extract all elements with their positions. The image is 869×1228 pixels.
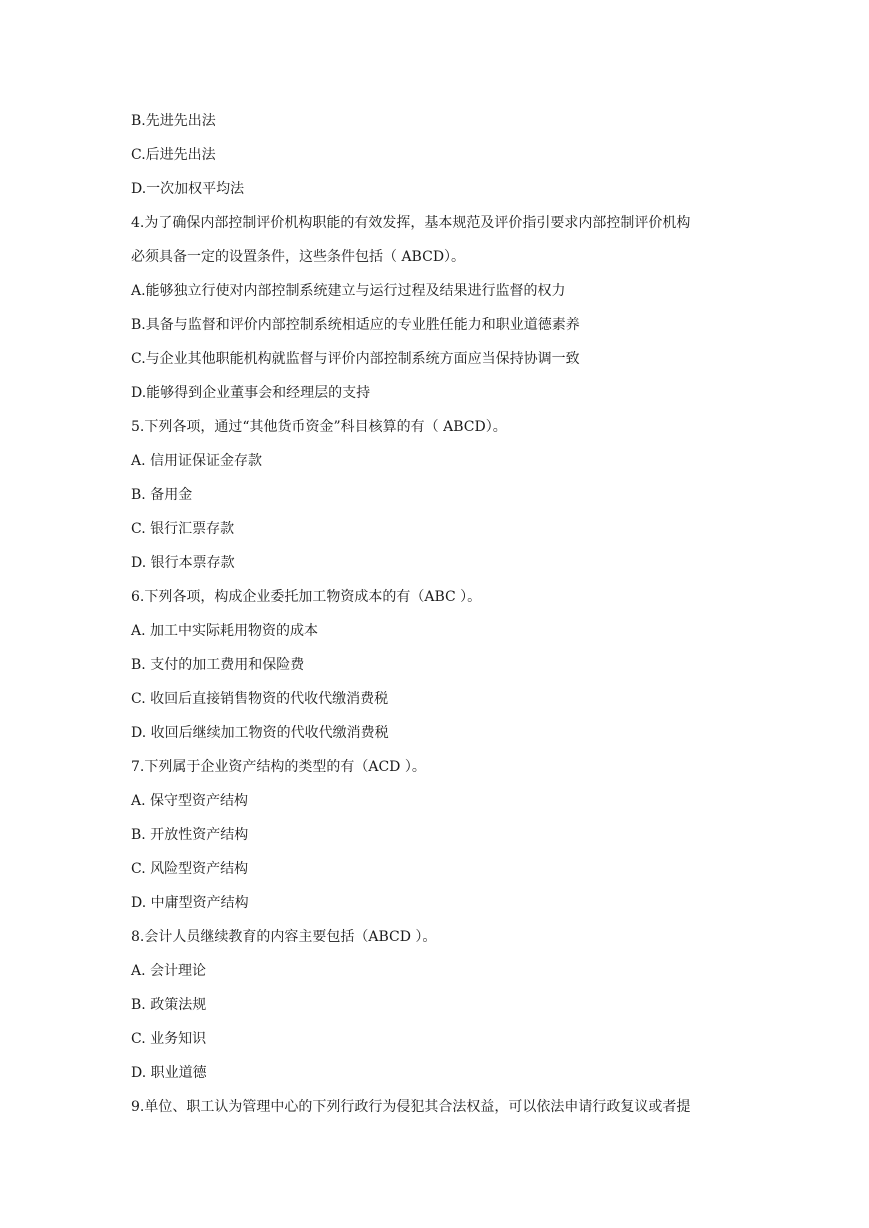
option-line: B. 支付的加工费用和保险费 xyxy=(131,657,305,673)
option-line: A. 会计理论 xyxy=(131,963,207,979)
question-line: 4.为了确保内部控制评价机构职能的有效发挥，基本规范及评价指引要求内部控制评价机构 xyxy=(131,215,691,231)
question-line: 7.下列属于企业资产结构的类型的有（ACD ）。 xyxy=(131,759,426,775)
option-line: A. 加工中实际耗用物资的成本 xyxy=(131,623,319,639)
question-line: 9.单位、职工认为管理中心的下列行政行为侵犯其合法权益，可以依法申请行政复议或者提 xyxy=(131,1099,691,1115)
option-line: B. 备用金 xyxy=(131,487,193,503)
option-line: D.一次加权平均法 xyxy=(131,181,245,197)
option-line: A.能够独立行使对内部控制系统建立与运行过程及结果进行监督的权力 xyxy=(131,283,566,299)
question-line: 必须具备一定的设置条件，这些条件包括（ ABCD）。 xyxy=(131,249,466,265)
option-line: D. 中庸型资产结构 xyxy=(131,895,249,911)
option-line: A. 信用证保证金存款 xyxy=(131,453,263,469)
option-line: B.具备与监督和评价内部控制系统相适应的专业胜任能力和职业道德素养 xyxy=(131,317,580,333)
document-page xyxy=(131,109,751,1129)
option-line: A. 保守型资产结构 xyxy=(131,793,249,809)
option-line: D. 银行本票存款 xyxy=(131,555,235,571)
question-line: 6.下列各项，构成企业委托加工物资成本的有（ABC ）。 xyxy=(131,589,482,605)
option-line: B.先进先出法 xyxy=(131,113,216,129)
question-line: 8.会计人员继续教育的内容主要包括（ABCD ）。 xyxy=(131,929,437,945)
option-line: B. 政策法规 xyxy=(131,997,207,1013)
option-line: C. 收回后直接销售物资的代收代缴消费税 xyxy=(131,691,389,707)
option-line: D.能够得到企业董事会和经理层的支持 xyxy=(131,385,371,401)
question-line: 5.下列各项，通过“其他货币资金”科目核算的有（ ABCD）。 xyxy=(131,419,507,435)
option-line: C. 业务知识 xyxy=(131,1031,207,1047)
option-line: B. 开放性资产结构 xyxy=(131,827,249,843)
option-line: C.后进先出法 xyxy=(131,147,216,163)
option-line: C.与企业其他职能机构就监督与评价内部控制系统方面应当保持协调一致 xyxy=(131,351,580,367)
option-line: C. 银行汇票存款 xyxy=(131,521,235,537)
option-line: D. 职业道德 xyxy=(131,1065,207,1081)
option-line: C. 风险型资产结构 xyxy=(131,861,249,877)
option-line: D. 收回后继续加工物资的代收代缴消费税 xyxy=(131,725,389,741)
